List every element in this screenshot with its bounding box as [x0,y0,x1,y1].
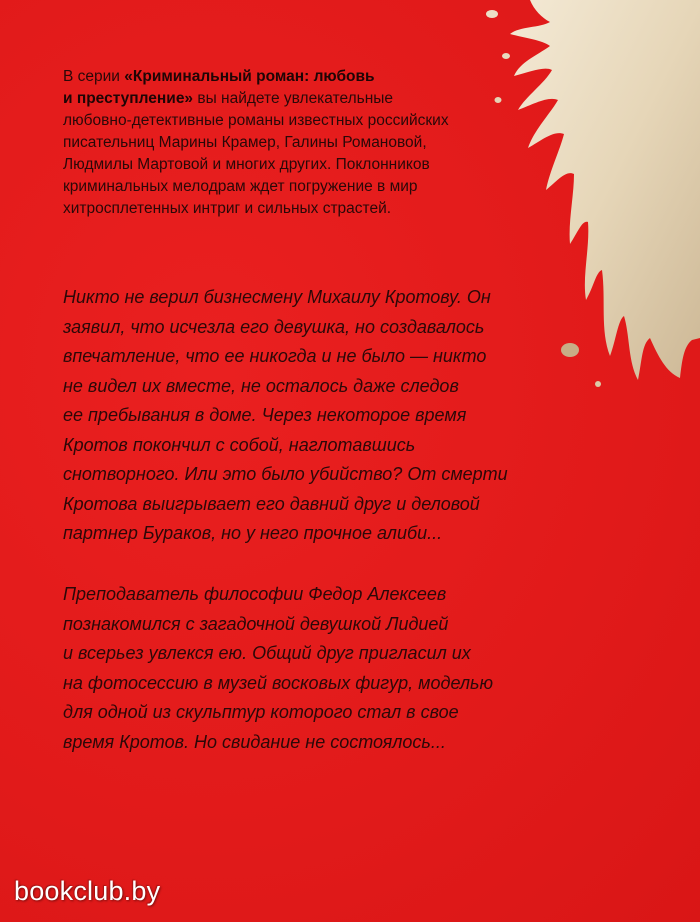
annotation-line: время Кротов. Но свидание не состоялось... [63,731,446,752]
annotation-line: впечатление, что ее никогда и не было — никто [63,346,487,366]
annotation-line: не видел их вместе, не осталось даже следов [63,375,459,396]
annotation-line: снотворного. Или это было убийство? От смерти [63,464,508,484]
annotation-line: заявил, что исчезла его девушка, но создавалось [63,316,485,337]
watermark-text: bookclub.by [14,876,161,906]
series-line: любовно-детективные романы известных российских [63,112,449,129]
series-description [63,66,533,220]
annotation-paragraph-1 [63,283,563,549]
series-line: хитросплетенных интриг и сильных страстей. [63,200,392,217]
series-title-line1: «Криминальный роман: любовь [124,68,375,85]
annotation-line: познакомился с загадочной девушкой Лидией [63,613,449,634]
annotation-paragraph-2 [63,580,563,757]
series-line: Людмилы Мартовой и многих других. Поклонников [63,156,430,173]
annotation-line: Кротов покончил с собой, наглотавшись [63,434,416,455]
annotation-line: ее пребывания в доме. Через некоторое время [63,405,467,425]
series-line: писательниц Марины Крамер, Галины Романовой, [63,134,427,151]
annotation-line: для одной из скульптур которого стал в свое [63,702,459,722]
annotation-line: Преподаватель философии Федор Алексеев [63,584,447,604]
annotation-line: партнер Бураков, но у него прочное алиби... [63,523,443,543]
series-after-title: вы найдете увлекательные [193,90,394,107]
series-title-line2: и преступление» [63,90,194,107]
annotation-line: на фотосессию в музей восковых фигур, моделью [63,672,494,693]
annotation-line: Никто не верил бизнесмену Михаилу Кротову. Он [63,287,491,307]
annotation-line: Кротова выигрывает его давний друг и деловой [63,493,480,514]
series-line: криминальных мелодрам ждет погружение в мир [63,178,418,195]
annotation-line: и всерьез увлекся ею. Общий друг пригласил их [63,643,471,663]
series-prefix: В серии [63,68,125,85]
